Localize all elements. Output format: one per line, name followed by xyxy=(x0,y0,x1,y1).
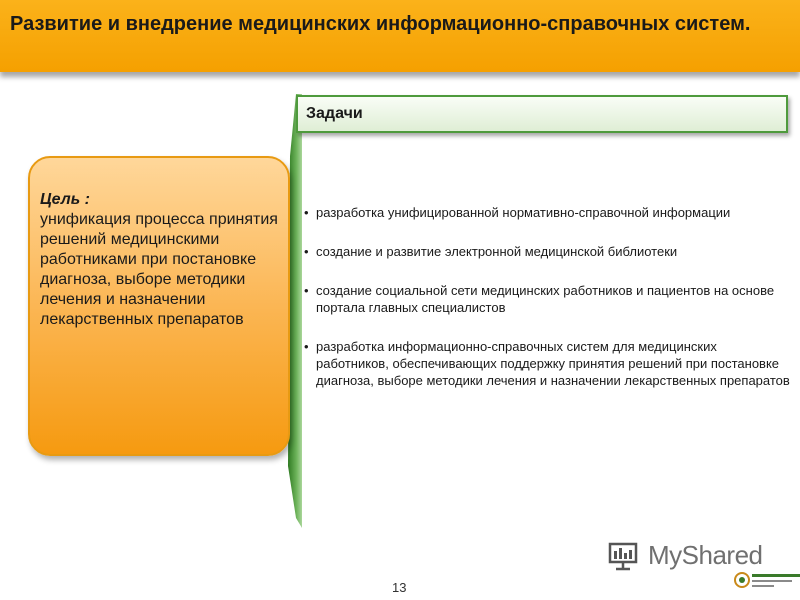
watermark-text: MyShared xyxy=(648,540,763,570)
page-number: 13 xyxy=(392,580,407,595)
goal-box xyxy=(28,156,290,456)
tasks-header xyxy=(296,95,788,133)
task-item: • разработка информационно-справочных систем для медицинских работников, обеспечивающих поддержку принятия решений при постановке диагноза, выборе методики лечения и назначении лекарственных препаратов xyxy=(304,338,790,389)
presentation-icon xyxy=(608,542,642,572)
task-item: • создание и развитие электронной медицинской библиотеки xyxy=(304,243,790,260)
slide-header xyxy=(0,0,800,72)
tasks-title: Задачи xyxy=(306,105,363,122)
slide-title: Развитие и внедрение медицинских информационно-справочных систем. xyxy=(10,13,751,35)
goal-description: унификация процесса принятия решений медицинскими работниками при постановке диагноза, выборе методики лечения и назначении лекарственных препаратов xyxy=(40,211,278,328)
tasks-list xyxy=(304,204,790,411)
goal-label: Цель : xyxy=(40,191,90,208)
task-item: • создание социальной сети медицинских работников и пациентов на основе портала главных специалистов xyxy=(304,282,790,316)
goal-text-block xyxy=(40,190,284,330)
task-item: • разработка унифицированной нормативно-справочной информации xyxy=(304,204,790,221)
watermark xyxy=(604,534,800,600)
ministry-logo xyxy=(732,566,800,598)
